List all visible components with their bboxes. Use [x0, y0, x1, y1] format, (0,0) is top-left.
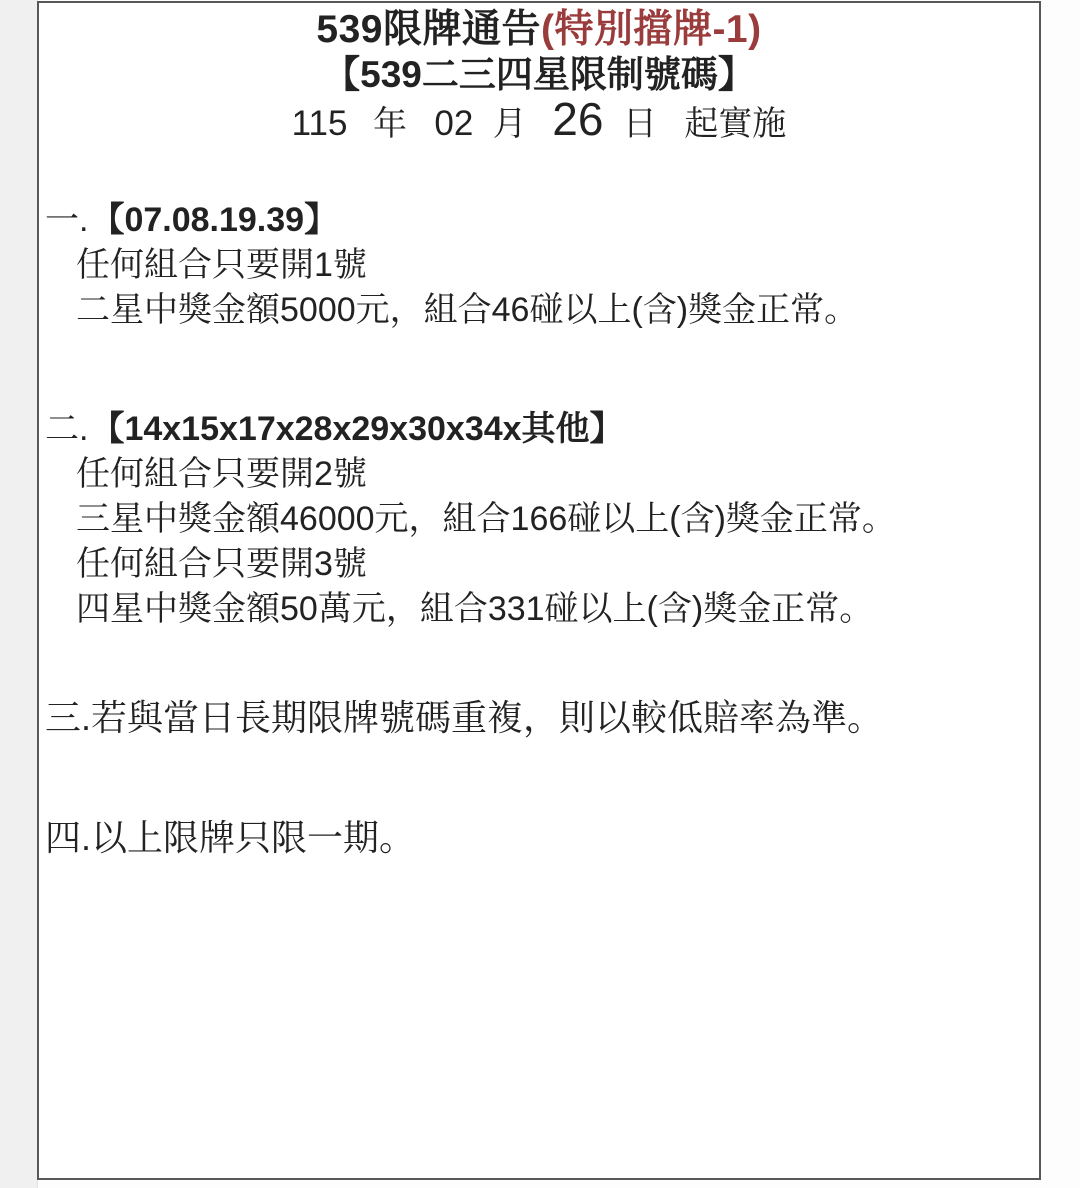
notice-header — [39, 7, 1039, 145]
section-3 — [45, 695, 1031, 740]
date-suffix: 起實施 — [684, 105, 787, 143]
section-4-number: 四. — [45, 817, 92, 858]
notice-document — [37, 1, 1041, 1180]
section-3-heading: 若與當日長期限牌號碼重複，則以較低賠率為準。 — [91, 697, 884, 738]
section-4-heading: 以上限牌只限一期。 — [91, 817, 416, 858]
section-1-line: 任何組合只要開1號 — [76, 246, 367, 284]
section-2-heading: 【14x15x17x28x29x30x34x其他】 — [90, 410, 624, 448]
section-2-line: 三星中獎金額46000元，組合166碰以上(含)獎金正常。 — [76, 500, 896, 538]
page-subtitle: 【539二三四星限制號碼】 — [323, 54, 755, 95]
title-main-text: 539限牌通告 — [316, 8, 541, 51]
section-3-number: 三. — [45, 697, 92, 738]
title-highlight-text: (特別擋牌-1) — [540, 8, 762, 51]
date-year: 115 — [291, 104, 348, 143]
date-month: 02 — [434, 104, 474, 143]
section-1 — [45, 198, 1031, 333]
section-4 — [45, 815, 1031, 860]
page-title — [39, 7, 1039, 53]
section-4-heading-row — [45, 815, 1031, 860]
date-day-unit: 日 — [622, 105, 657, 143]
date-day: 26 — [552, 93, 604, 145]
section-2 — [45, 407, 1031, 632]
section-2-line: 任何組合只要開2號 — [76, 455, 367, 493]
effective-date-line — [39, 93, 1039, 145]
section-2-line: 任何組合只要開3號 — [76, 545, 367, 583]
section-2-line: 四星中獎金額50萬元，組合331碰以上(含)獎金正常。 — [76, 590, 874, 628]
section-2-heading-row — [45, 407, 1031, 452]
section-1-number: 一. — [45, 201, 89, 239]
section-1-heading-row — [45, 198, 1031, 243]
date-year-unit: 年 — [372, 105, 407, 143]
section-3-heading-row — [45, 695, 1031, 740]
section-1-line: 二星中獎金額5000元，組合46碰以上(含)獎金正常。 — [76, 291, 859, 329]
date-month-unit: 月 — [492, 105, 527, 143]
section-2-number: 二. — [45, 410, 89, 448]
section-1-heading: 【07.08.19.39】 — [90, 201, 339, 239]
page-left-margin — [0, 0, 38, 1188]
